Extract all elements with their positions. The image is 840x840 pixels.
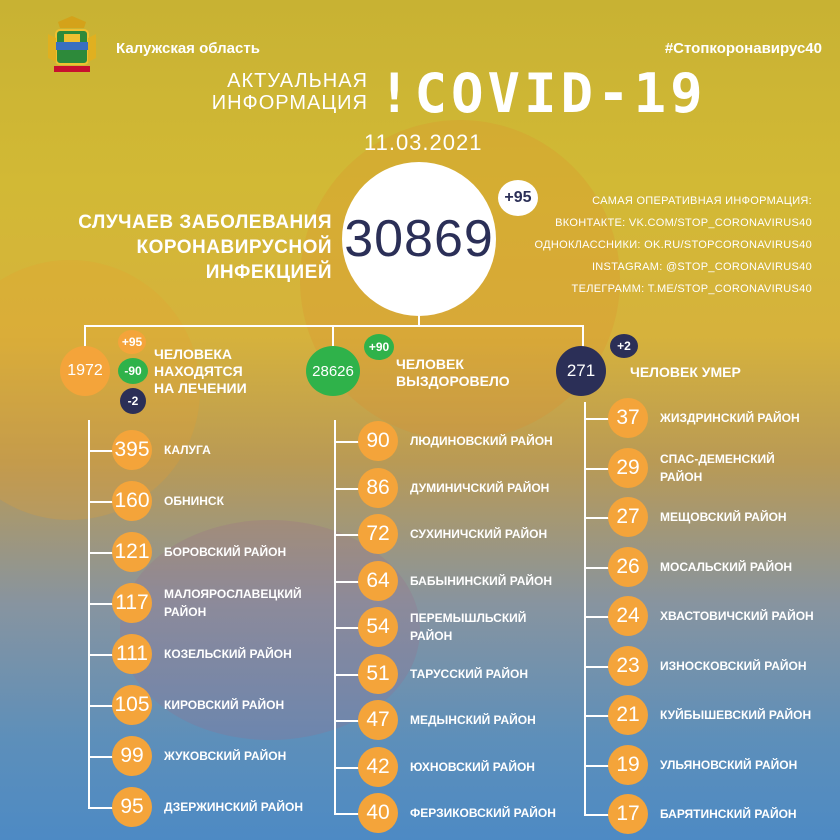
info-line-1: САМАЯ ОПЕРАТИВНАЯ ИНФОРМАЦИЯ: [592, 195, 812, 207]
died-label: ЧЕЛОВЕК УМЕР [630, 364, 741, 380]
district-name: ДЗЕРЖИНСКИЙ РАЙОН [164, 800, 304, 814]
recovered-plus-value: +90 [368, 340, 390, 354]
district-name-line-2: РАЙОН [410, 629, 453, 643]
info-line-2: ВКОНТАКТЕ: VK.COM/STOP_CORONAVIRUS40 [555, 217, 812, 229]
district-value-circle [608, 745, 648, 785]
treatment-circle [60, 346, 110, 396]
district-name: КАЛУГА [164, 443, 211, 457]
district-name: БОРОВСКИЙ РАЙОН [164, 545, 287, 559]
district-value: 111 [116, 642, 148, 665]
district-name: МОСАЛЬСКИЙ РАЙОН [660, 559, 793, 574]
district-name [164, 585, 302, 621]
district-value: 395 [114, 438, 150, 461]
cases-label-line-2: КОРОНАВИРУСНОЙ ИНФЕКЦИЕЙ [136, 237, 332, 283]
recovered-label [396, 356, 510, 390]
recovered-value: 28626 [312, 362, 354, 380]
actual-info-title [210, 70, 368, 114]
died-plus-badge [610, 334, 638, 358]
district-value: 29 [616, 455, 640, 479]
district-name-line-2: РАЙОН [164, 605, 207, 619]
district-name [410, 609, 526, 645]
info-line-3: ОДНОКЛАССНИКИ: OK.RU/STOPCORONAVIRUS40 [534, 239, 812, 251]
district-value: 42 [366, 754, 390, 778]
district-value: 54 [366, 615, 390, 638]
district-value-circle [608, 497, 648, 537]
recovered-circle [306, 346, 360, 396]
info-line-5: ТЕЛЕГРАММ: T.ME/STOP_CORONAVIRUS40 [571, 283, 812, 295]
treatment-label-line-3: НА ЛЕЧЕНИИ [154, 380, 247, 396]
recovered-plus-badge [364, 334, 394, 360]
treatment-minus2-value: -2 [127, 394, 139, 408]
district-name: БАБЫНИНСКИЙ РАЙОН [410, 573, 552, 588]
treatment-label [154, 346, 247, 397]
district-value-circle [608, 398, 648, 438]
district-value-circle [358, 747, 398, 787]
hashtag: #Стопкоронавирус40 [664, 40, 822, 57]
cases-label [20, 210, 332, 285]
district-value: 51 [366, 661, 390, 685]
district-value: 64 [366, 568, 390, 592]
district-value-circle [358, 421, 398, 461]
actual-line-1: АКТУАЛЬНАЯ [227, 70, 368, 92]
district-value: 27 [616, 505, 640, 528]
recovered-label-line-2: ВЫЗДОРОВЕЛО [396, 373, 510, 389]
treatment-minus2-badge [120, 388, 146, 414]
district-value: 37 [616, 406, 640, 429]
treatment-minus-value: -90 [124, 364, 142, 378]
district-value-circle [112, 736, 152, 776]
district-name: СУХИНИЧСКИЙ РАЙОН [410, 527, 548, 541]
cases-increase-badge: +95 [498, 180, 538, 216]
district-column-line [88, 420, 90, 808]
total-cases-circle [342, 162, 496, 316]
district-name: ЖИЗДРИНСКИЙ РАЙОН [660, 411, 800, 425]
district-value: 160 [114, 489, 150, 512]
info-block [520, 190, 812, 300]
district-name: КОЗЕЛЬСКИЙ РАЙОН [164, 647, 292, 661]
district-value: 40 [366, 801, 390, 824]
district-name-line-1: МАЛОЯРОСЛАВЕЦКИЙ [164, 587, 302, 601]
actual-line-2: ИНФОРМАЦИЯ [211, 92, 368, 114]
district-value: 95 [120, 795, 144, 818]
district-value: 90 [366, 429, 390, 452]
district-value-circle [608, 596, 648, 636]
report-date: 11.03.2021 [364, 130, 483, 155]
info-line-4: INSTAGRAM: @STOP_CORONAVIRUS40 [591, 261, 812, 273]
treatment-minus-badge [118, 358, 148, 384]
district-name: ЮХНОВСКИЙ РАЙОН [410, 759, 535, 774]
region-name: Калужская область [116, 40, 260, 57]
district-name-line-1: СПАС-ДЕМЕНСКИЙ [660, 451, 775, 466]
treatment-value: 1972 [67, 362, 103, 379]
district-value: 19 [616, 752, 640, 776]
district-value-circle [112, 532, 152, 572]
district-name: УЛЬЯНОВСКИЙ РАЙОН [660, 757, 798, 772]
district-value-circle [608, 448, 648, 488]
district-value: 86 [366, 475, 390, 499]
treatment-label-line-1: ЧЕЛОВЕКА [154, 346, 232, 362]
district-value-circle [112, 685, 152, 725]
total-cases-value: 30869 [344, 210, 494, 268]
district-value-circle [608, 547, 648, 587]
district-value: 21 [616, 703, 640, 726]
recovered-label-line-1: ЧЕЛОВЕК [396, 356, 464, 372]
treatment-label-line-2: НАХОДЯТСЯ [154, 363, 243, 379]
district-value-circle [608, 695, 648, 735]
district-value: 121 [114, 540, 150, 563]
district-value: 99 [120, 744, 144, 767]
district-name: ФЕРЗИКОВСКИЙ РАЙОН [410, 806, 556, 820]
covid-title: !COVID-19 [378, 62, 707, 125]
district-value-circle [358, 468, 398, 508]
cases-label-line-1: СЛУЧАЕВ ЗАБОЛЕВАНИЯ [78, 212, 332, 233]
district-value: 117 [115, 591, 149, 614]
district-name: ТАРУССКИЙ РАЙОН [410, 666, 529, 681]
district-value-circle [358, 607, 398, 647]
district-value-circle [358, 514, 398, 554]
district-column-line [334, 420, 336, 815]
district-value: 72 [366, 522, 390, 545]
district-value-circle [608, 794, 648, 834]
district-name-line-1: ПЕРЕМЫШЛЬСКИЙ [410, 611, 527, 625]
district-value-circle [358, 793, 398, 833]
district-name: МЕЩОВСКИЙ РАЙОН [660, 510, 787, 524]
district-name: ЛЮДИНОВСКИЙ РАЙОН [410, 434, 553, 448]
district-name [660, 450, 775, 486]
district-value-circle [112, 430, 152, 470]
died-value: 271 [566, 361, 596, 380]
district-name: ИЗНОСКОВСКИЙ РАЙОН [660, 658, 807, 673]
connector-line [84, 325, 584, 327]
district-name: КУЙБЫШЕВСКИЙ РАЙОН [660, 708, 812, 722]
district-name: КИРОВСКИЙ РАЙОН [164, 698, 285, 712]
district-name: ОБНИНСК [164, 494, 224, 508]
district-value: 26 [616, 554, 640, 578]
district-value: 47 [366, 708, 390, 731]
district-value-circle [112, 634, 152, 674]
district-name: ЖУКОВСКИЙ РАЙОН [164, 749, 287, 763]
died-circle [556, 346, 606, 396]
district-name-line-2: РАЙОН [660, 469, 703, 484]
died-plus-value: +2 [617, 339, 631, 353]
treatment-plus-badge [118, 330, 146, 354]
district-column-line [584, 402, 586, 815]
district-value-circle [112, 583, 152, 623]
district-value-circle [112, 481, 152, 521]
district-value: 24 [616, 604, 640, 627]
district-value-circle [358, 561, 398, 601]
treatment-plus-value: +95 [121, 335, 143, 349]
district-value: 17 [616, 802, 640, 825]
district-value-circle [358, 700, 398, 740]
district-value-circle [608, 646, 648, 686]
district-name: ДУМИНИЧСКИЙ РАЙОН [410, 480, 550, 495]
district-name: БАРЯТИНСКИЙ РАЙОН [660, 807, 797, 821]
district-value: 23 [616, 653, 640, 677]
district-value-circle [112, 787, 152, 827]
district-value-circle [358, 654, 398, 694]
district-value: 105 [114, 693, 150, 716]
coat-of-arms-icon [44, 14, 100, 78]
district-name: МЕДЫНСКИЙ РАЙОН [410, 713, 536, 727]
district-name: ХВАСТОВИЧСКИЙ РАЙОН [660, 609, 814, 623]
